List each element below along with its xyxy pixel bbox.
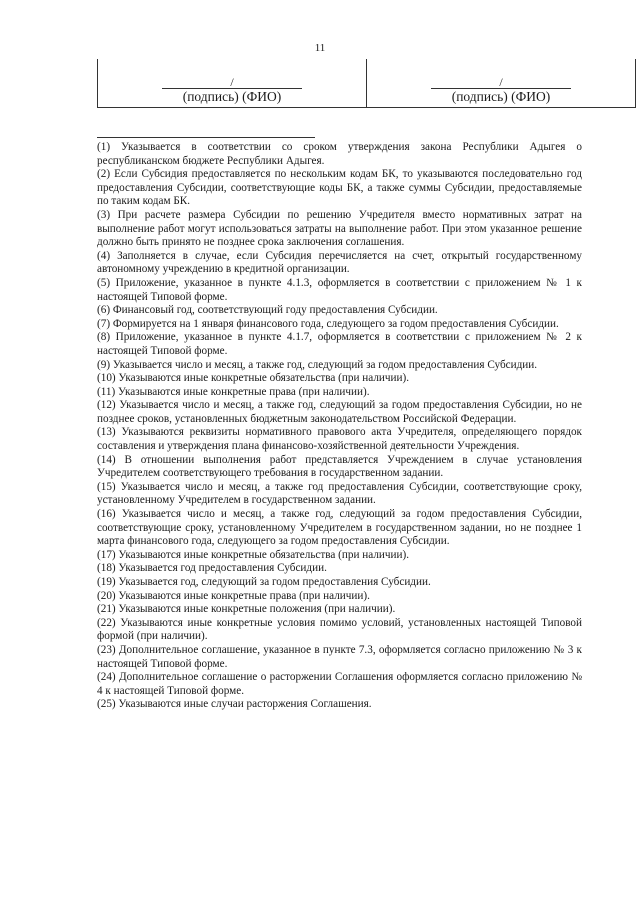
footnote-13: (13) Указываются реквизиты нормативного правового акта Учредителя, определяющего порядок составления и утверждения плана финансово-хозяйственной деятельности Учреждения. <box>97 426 582 453</box>
signature-cell-left <box>98 59 366 107</box>
footnote-14: (14) В отношении выполнения работ представляется Учреждением в случае установления Учредителем соответствующего требования в государственном задании. <box>97 453 582 480</box>
footnote-3: (3) При расчете размера Субсидии по решению Учредителя вместо нормативных затрат на выполнение работ могут использоваться затраты на выполнение работ. При этом указанное решение должно быть принято не позднее срока заключения соглашения. <box>97 208 582 249</box>
footnote-15: (15) Указывается число и месяц, а также год предоставления Субсидии, соответствующие сроку, установленному Учредителем в государственном задании. <box>97 480 582 507</box>
footnotes-list <box>97 141 582 712</box>
footnote-12: (12) Указывается число и месяц, а также год, следующий за годом предоставления Субсидии, но не позднее сроков, установленных бюджетным законодательством Российской Федерации. <box>97 399 582 425</box>
footnote-9: (9) Указывается число и месяц, а также год, следующий за годом предоставления Субсидии. <box>97 358 538 371</box>
footnote-8: (8) Приложение, указанное в пункте 4.1.7, оформляется в соответствии с приложением № 2 к настоящей Типовой форме. <box>97 331 582 357</box>
signature-caption-left: (подпись) (ФИО) <box>182 89 282 104</box>
footnote-19: (19) Указывается год, следующий за годом предоставления Субсидии. <box>97 576 431 588</box>
footnote-11: (11) Указываются иные конкретные права (при наличии). <box>97 385 370 398</box>
footnote-21: (21) Указываются иные конкретные положения (при наличии). <box>97 603 396 616</box>
signature-cell-right <box>366 59 635 107</box>
footnote-4: (4) Заполняется в случае, если Субсидия перечисляется на счет, открытый государственному автономному учреждению в кредитной организации. <box>97 249 582 276</box>
page-number: 11 <box>314 42 326 54</box>
footnote-16: (16) Указывается число и месяц, а также год, следующий за годом предоставления Субсидии, соответствующие сроку, установленному Учредителем в государственном задании, но не позднее 1 марта финансового года, следующего за годом предоставления Субсидии. <box>97 508 582 548</box>
footnote-1: (1) Указывается в соответствии со сроком утверждения закона Республики Адыгея о республиканском бюджете Республики Адыгея. <box>97 141 582 167</box>
footnote-18: (18) Указывается год предоставления Субсидии. <box>97 562 327 575</box>
footnote-7: (7) Формируется на 1 января финансового года, следующего за годом предоставления Субсидии. <box>97 317 559 330</box>
signature-caption-right: (подпись) (ФИО) <box>451 89 551 104</box>
footnote-5: (5) Приложение, указанное в пункте 4.1.3, оформляется в соответствии с приложением № 1 к настоящей Типовой форме. <box>97 276 582 303</box>
footnote-10: (10) Указываются иные конкретные обязательства (при наличии). <box>97 372 410 385</box>
footnote-24: (24) Дополнительное соглашение о расторжении Соглашения оформляется согласно приложению № 4 к настоящей Типовой форме. <box>97 671 582 697</box>
footnote-20: (20) Указываются иные конкретные права (при наличии). <box>97 589 370 602</box>
footnote-separator <box>97 137 315 138</box>
signature-line-right: / <box>431 76 571 89</box>
footnote-6: (6) Финансовый год, соответствующий году предоставления Субсидии. <box>97 304 438 317</box>
footnote-23: (23) Дополнительное соглашение, указанное в пункте 7.3, оформляется согласно приложению № 3 к настоящей Типовой форме. <box>97 643 582 670</box>
signature-table <box>97 59 636 108</box>
signature-line-left: / <box>162 76 302 89</box>
footnote-25: (25) Указываются иные случаи расторжения Соглашения. <box>97 698 372 711</box>
footnote-2: (2) Если Субсидия предоставляется по нескольким кодам БК, то указываются последовательно год предоставления Субсидии, соответствующие коды БК, а также суммы Субсидии, предоставляемые по таким кодам БК. <box>97 168 582 208</box>
footnote-22: (22) Указываются иные конкретные условия помимо условий, установленных настоящей Типовой формой (при наличии). <box>97 616 582 643</box>
footnote-17: (17) Указываются иные конкретные обязательства (при наличии). <box>97 548 410 561</box>
